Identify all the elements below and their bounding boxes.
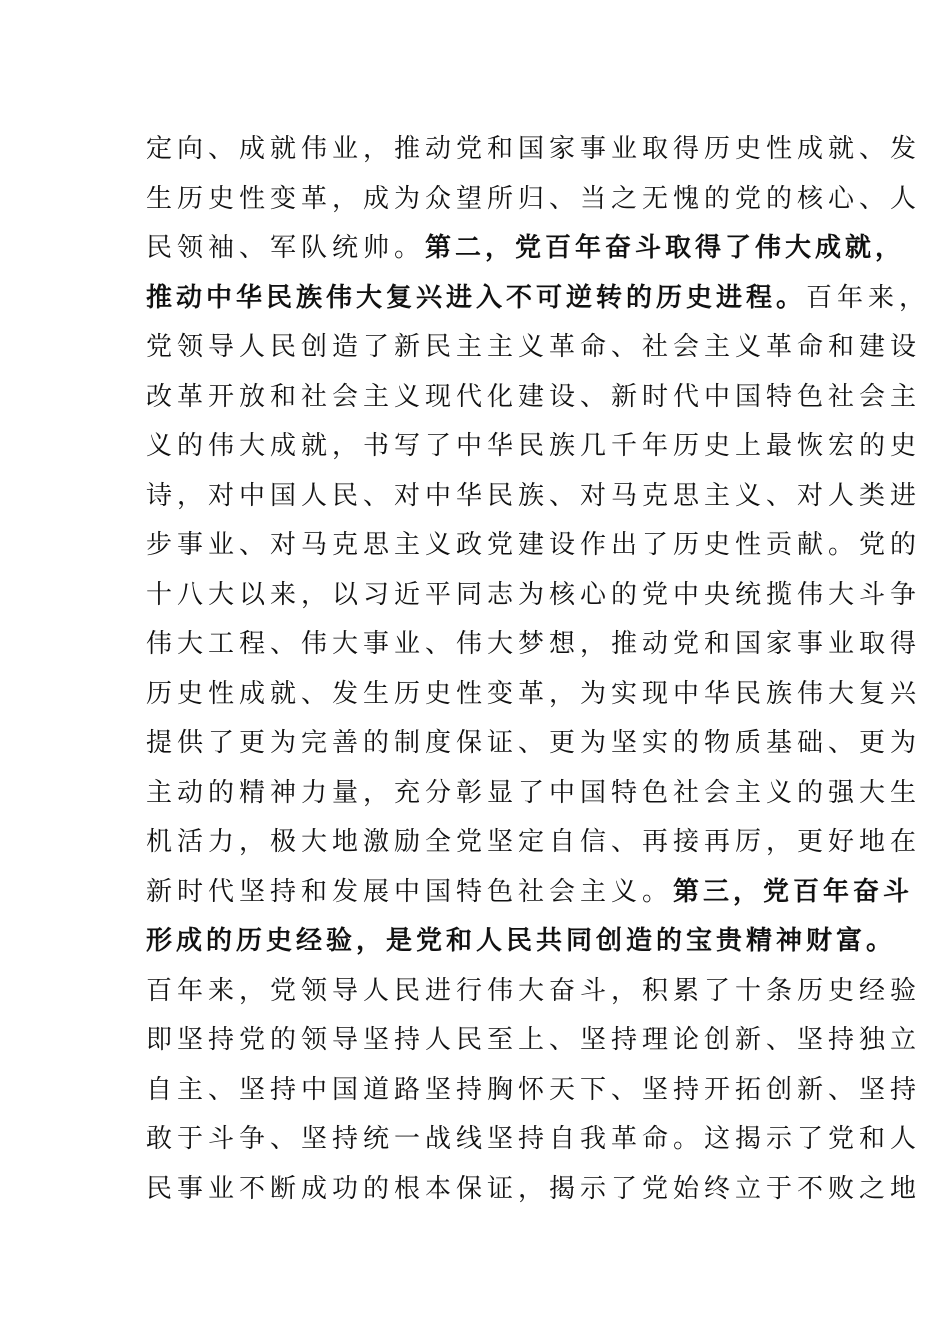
text-line	[146, 373, 922, 423]
text-line	[146, 967, 922, 1017]
text-segment: 伟大工程、伟大事业、伟大梦想，推动党和国家事业取得	[146, 629, 922, 659]
bold-text-segment: 形成的历史经验，是党和人民共同创造的宝贵精神财富。	[146, 926, 897, 956]
text-segment: 改革开放和社会主义现代化建设、新时代中国特色社会主	[146, 381, 922, 412]
text-line	[146, 769, 922, 819]
text-line	[146, 274, 931, 324]
text-line	[146, 1066, 922, 1116]
text-segment: 历史性成就、发生历史性变革，为实现中华民族伟大复兴	[146, 678, 922, 709]
text-segment: 即坚持党的领导坚持人民至上、坚持理论创新、坚持独立	[146, 1025, 922, 1055]
text-line	[146, 422, 922, 472]
text-segment: 步事业、对马克思主义政党建设作出了历史性贡献。党的	[146, 530, 922, 560]
text-segment: 民事业不断成功的根本保证，揭示了党始终立于不败之地	[146, 1173, 922, 1204]
text-line	[146, 472, 922, 522]
text-segment: 机活力，极大地激励全党坚定自信、再接再厉，更好地在	[146, 827, 922, 857]
text-line	[146, 521, 922, 571]
text-segment: 百年来，	[806, 282, 931, 313]
text-segment: 自主、坚持中国道路坚持胸怀天下、坚持开拓创新、坚持	[146, 1074, 922, 1105]
text-line	[146, 323, 922, 373]
text-segment: 诗，对中国人民、对中华民族、对马克思主义、对人类进	[146, 480, 922, 511]
bold-text-segment: 第三，党百年奋斗	[673, 876, 914, 907]
text-line	[146, 1016, 922, 1066]
bold-text-segment: 第二，党百年奋斗取得了伟大成就，	[425, 233, 906, 263]
text-line	[146, 917, 897, 967]
text-line	[146, 719, 922, 769]
text-segment: 生历史性变革，成为众望所归、当之无愧的党的核心、人	[146, 183, 922, 214]
text-segment: 定向、成就伟业，推动党和国家事业取得历史性成就、发	[146, 134, 922, 164]
text-segment: 主动的精神力量，充分彰显了中国特色社会主义的强大生	[146, 777, 922, 808]
text-line	[146, 224, 906, 274]
text-segment: 义的伟大成就，书写了中华民族几千年历史上最恢宏的史	[146, 431, 922, 461]
text-line	[146, 571, 922, 621]
text-segment: 敢于斗争、坚持统一战线坚持自我革命。这揭示了党和人	[146, 1124, 922, 1154]
text-segment: 百年来，党领导人民进行伟大奋斗，积累了十条历史经验	[146, 975, 922, 1006]
bold-text-segment: 推动中华民族伟大复兴进入不可逆转的历史进程。	[146, 282, 807, 313]
text-segment: 十八大以来，以习近平同志为核心的党中央统揽伟大斗争	[146, 579, 922, 610]
text-segment: 党领导人民创造了新民主主义革命、社会主义革命和建设	[146, 332, 922, 362]
text-line	[146, 620, 922, 670]
text-line	[146, 125, 922, 175]
document-body-text	[146, 125, 931, 1214]
text-segment: 提供了更为完善的制度保证、更为坚实的物质基础、更为	[146, 728, 922, 758]
text-line	[146, 670, 922, 720]
text-line	[146, 1165, 922, 1215]
text-line	[146, 818, 922, 868]
text-segment: 民领袖、军队统帅。	[146, 233, 426, 263]
text-line	[146, 868, 914, 918]
text-line	[146, 1115, 922, 1165]
text-line	[146, 175, 922, 225]
text-segment: 新时代坚持和发展中国特色社会主义。	[146, 876, 674, 907]
